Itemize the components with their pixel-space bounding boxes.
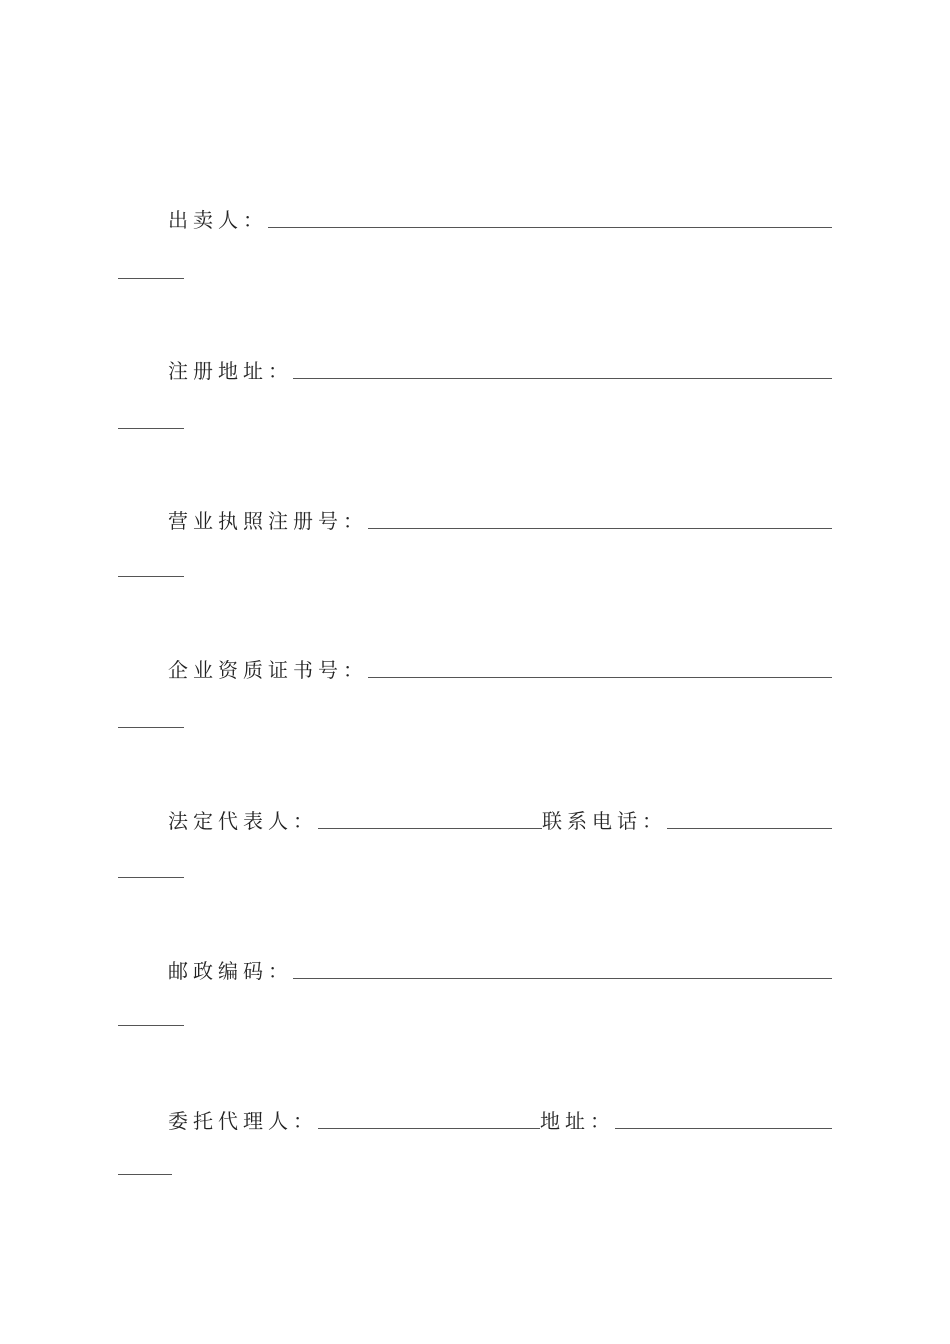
business-license-blank-continued[interactable] bbox=[118, 576, 184, 577]
legal-rep-field bbox=[168, 793, 832, 833]
business-license-field bbox=[168, 493, 832, 533]
business-license-blank[interactable] bbox=[368, 527, 832, 529]
phone-blank[interactable] bbox=[667, 827, 832, 829]
seller-blank-continued[interactable] bbox=[118, 278, 184, 279]
qualification-cert-field bbox=[168, 642, 832, 682]
postal-code-blank[interactable] bbox=[293, 977, 832, 979]
seller-field bbox=[168, 192, 832, 232]
agent-field bbox=[168, 1093, 832, 1133]
phone-blank-continued[interactable] bbox=[118, 877, 184, 878]
agent-address-blank-continued[interactable] bbox=[118, 1174, 172, 1175]
qualification-cert-blank[interactable] bbox=[368, 676, 832, 678]
registered-address-label: 注册地址： bbox=[168, 359, 293, 383]
agent-address-label: 地址： bbox=[540, 1109, 615, 1133]
registered-address-blank-continued[interactable] bbox=[118, 428, 184, 429]
legal-rep-label: 法定代表人： bbox=[168, 809, 318, 833]
qualification-cert-blank-continued[interactable] bbox=[118, 727, 184, 728]
business-license-label: 营业执照注册号： bbox=[168, 509, 368, 533]
agent-label: 委托代理人： bbox=[168, 1109, 318, 1133]
postal-code-field bbox=[168, 943, 832, 983]
postal-code-blank-continued[interactable] bbox=[118, 1025, 184, 1026]
agent-address-blank[interactable] bbox=[615, 1127, 832, 1129]
phone-label: 联系电话： bbox=[542, 809, 667, 833]
seller-blank[interactable] bbox=[268, 226, 832, 228]
postal-code-label: 邮政编码： bbox=[168, 959, 293, 983]
registered-address-field bbox=[168, 343, 832, 383]
seller-label: 出卖人： bbox=[168, 208, 268, 232]
legal-rep-blank[interactable] bbox=[318, 827, 542, 829]
qualification-cert-label: 企业资质证书号： bbox=[168, 658, 368, 682]
registered-address-blank[interactable] bbox=[293, 377, 832, 379]
agent-blank[interactable] bbox=[318, 1127, 540, 1129]
